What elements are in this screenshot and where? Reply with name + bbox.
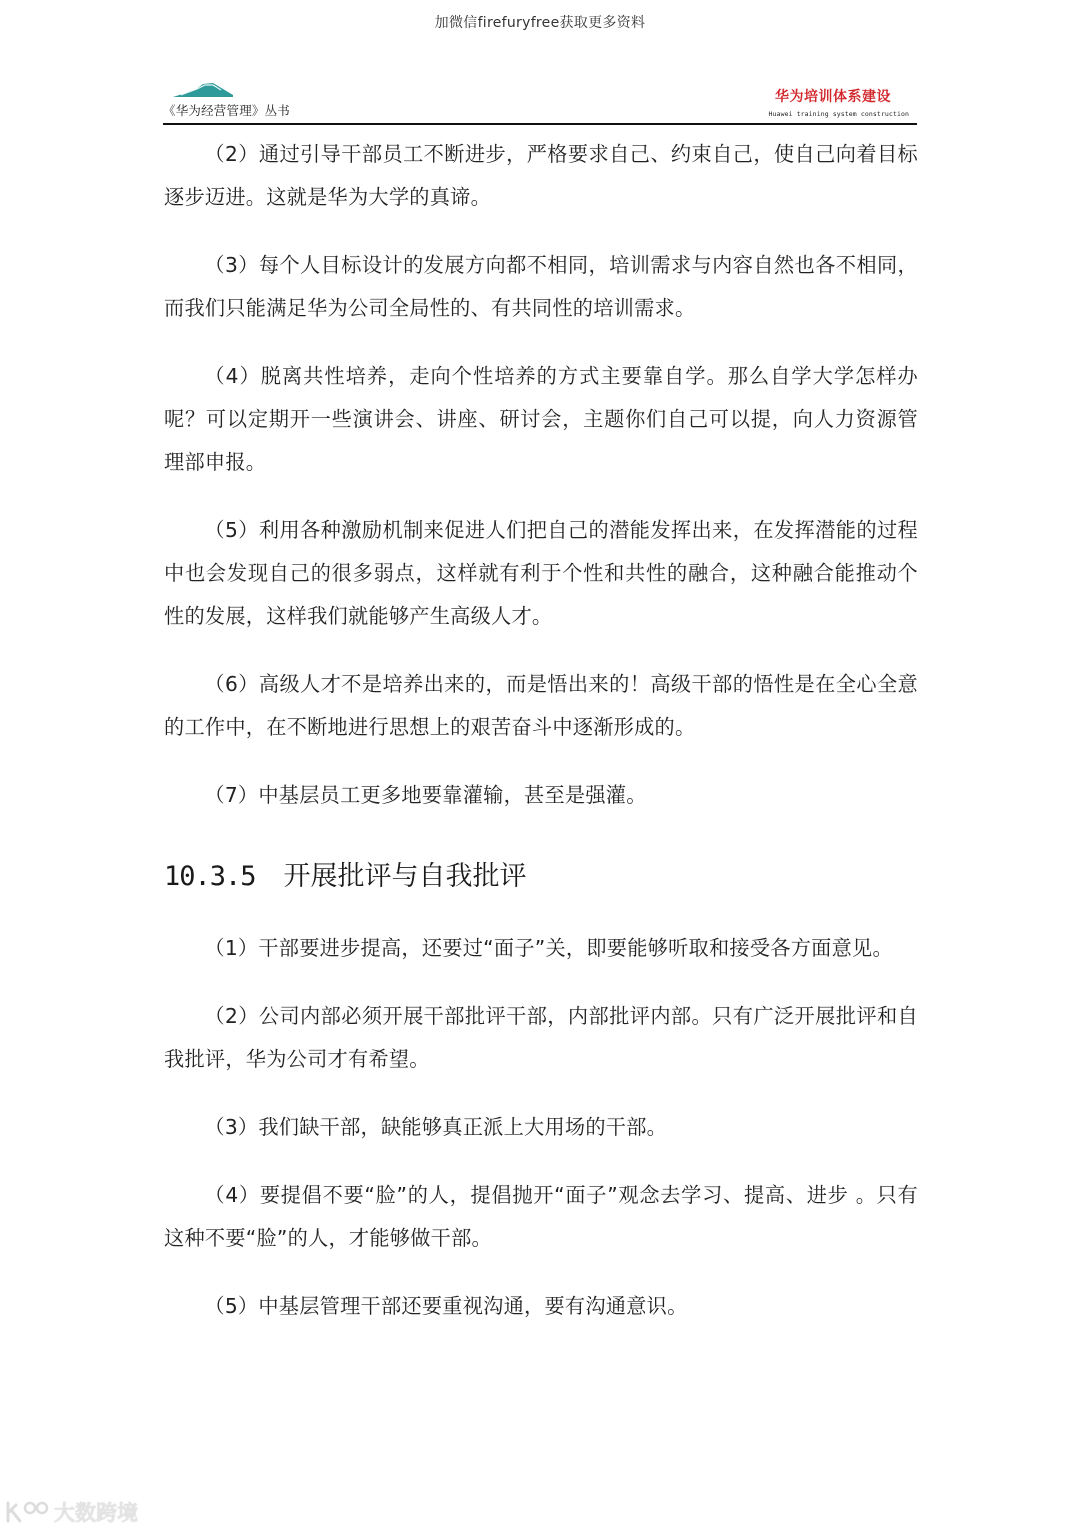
paragraph-item-2: （2）公司内部必须开展干部批评干部，内部批评内部。只有广泛开展批评和自我批评，华为公司才有希望。 <box>164 1004 918 1071</box>
bottom-watermark-text: 大数跨境 <box>54 1501 138 1525</box>
brand-title-cn: 华为培训体系建设 <box>775 89 891 105</box>
paragraph-item-3: （3）每个人目标设计的发展方向都不相同，培训需求与内容自然也各不相同，而我们只能满足华为公司全局性的、有共同性的培训需求。 <box>164 253 918 320</box>
section-number: 10.3.5 <box>164 861 256 892</box>
section-title: 开展批评与自我批评 <box>283 861 527 892</box>
top-watermark-text: 加微信firefuryfree获取更多资料 <box>434 15 646 31</box>
paragraph-item-4: （4）脱离共性培养，走向个性培养的方式主要靠自学。那么自学大学怎样办呢？可以定期开一些演讲会、讲座、研讨会，主题你们自己可以提，向人力资源管理部申报。 <box>164 364 918 474</box>
paragraph-item-1: （1）干部要进步提高，还要过“面子”关，即要能够听取和接受各方面意见。 <box>204 936 893 960</box>
paragraph-item-4: （4）要提倡不要“脸”的人，提倡抛开“面子”观念去学习、提高、进步 。只有这种不要“脸”的人，才能够做干部。 <box>164 1183 918 1250</box>
paragraph-item-5: （5）利用各种激励机制来促进人们把自己的潜能发挥出来，在发挥潜能的过程中也会发现自己的很多弱点，这样就有利于个性和共性的融合，这种融合能推动个性的发展，这样我们就能够产生高级人才。 <box>164 518 918 628</box>
k100-logo-icon <box>4 1499 50 1525</box>
book-series-title: 《华为经营管理》丛书 <box>163 103 291 118</box>
paragraph-item-6: （6）高级人才不是培养出来的，而是悟出来的！高级干部的悟性是在全心全意的工作中，在不断地进行思想上的艰苦奋斗中逐渐形成的。 <box>164 672 918 739</box>
page-header <box>163 78 917 125</box>
paragraph-item-2: （2）通过引导干部员工不断进步，严格要求自己、约束自己，使自己向着目标逐步迈进。这就是华为大学的真谛。 <box>164 142 918 209</box>
mountain-logo-icon <box>173 78 233 98</box>
paragraph-item-7: （7）中基层员工更多地要靠灌输，甚至是强灌。 <box>204 783 647 807</box>
brand-title-en: Huawei training system construction <box>768 110 909 118</box>
section-heading <box>164 857 918 897</box>
bottom-watermark <box>4 1497 138 1527</box>
document-body <box>164 133 918 1328</box>
paragraph-item-3: （3）我们缺干部，缺能够真正派上大用场的干部。 <box>204 1115 668 1139</box>
paragraph-item-5: （5）中基层管理干部还要重视沟通，要有沟通意识。 <box>204 1294 688 1318</box>
header-divider <box>163 123 917 125</box>
